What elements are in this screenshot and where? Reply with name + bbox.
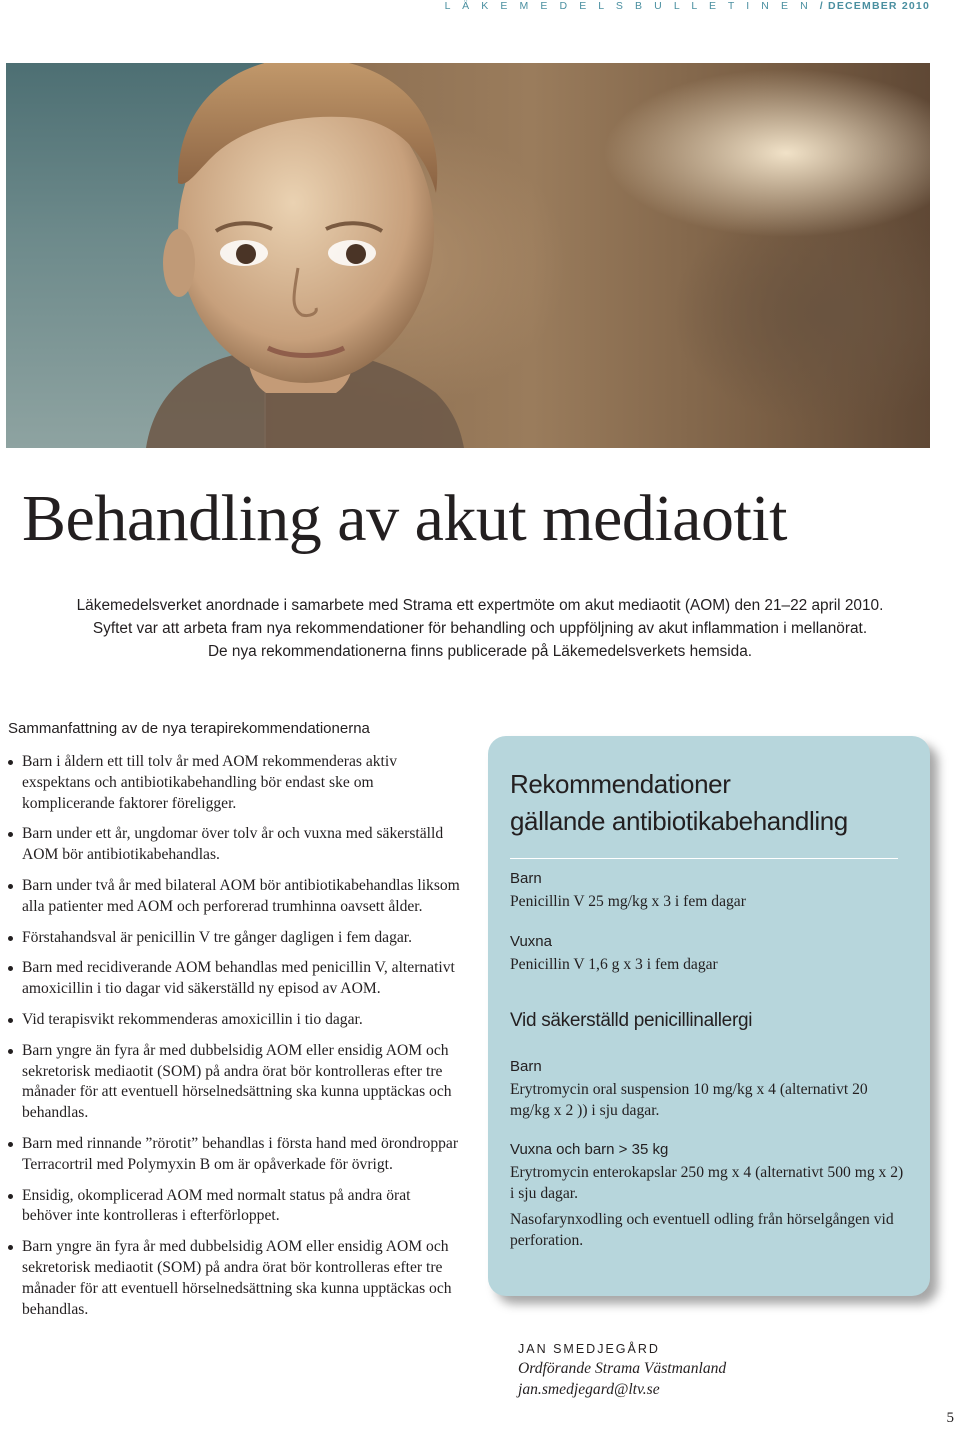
summary-bullet: Barn i åldern ett till tolv år med AOM rekommenderas aktiv exspektans och antibiotikabehandling bör endast ske om komplicerande faktorer föreligger. [8,752,460,814]
culture-note: Nasofarynxodling och eventuell odling från hörselgången vid perforation. [510,1211,894,1249]
summary-bullet: Förstahandsval är penicillin V tre gånger dagligen i fem dagar. [8,928,460,949]
author-email[interactable]: jan.smedjegard@ltv.se [518,1381,660,1398]
allergy-heading: Vid säkerställd penicillinallergi [510,1010,753,1031]
divider [510,858,898,859]
intro-line: De nya rekommendationerna finns publicerade på Läkemedelsverkets hemsida. [207,643,753,660]
summary-bullet: Barn yngre än fyra år med dubbelsidig AOM eller ensidig AOM och sekretorisk mediaotit (SOM) på andra örat bör kontrolleras efter tre månader för att eventuell hörselnedsättning ska kunna upptäckas och behandlas. [8,1237,460,1320]
issue-label: / DECEMBER 2010 [819,0,930,12]
summary-bullet: Barn yngre än fyra år med dubbelsidig AOM eller ensidig AOM och sekretorisk mediaotit (SOM) på andra örat bör kontrolleras efter tre månader för att eventuell hörselnedsättning ska kunna upptäckas och behandlas. [8,1041,460,1124]
allergy-children-dosage: Erytromycin oral suspension 10 mg/kg x 4 (alternativt 20 mg/kg x 2 )) i sju dagar. [510,1081,868,1119]
article-intro [0,594,960,663]
summary-bullet: Ensidig, okomplicerad AOM med normalt status på andra örat behöver inte kontrolleras i efterförloppet. [8,1186,460,1228]
recommendations-title: Rekommendationer gällande antibiotikabehandling [510,769,848,836]
page-number: 5 [946,1410,954,1426]
running-header [445,0,930,14]
children-label: Barn [510,870,542,887]
summary-bullet: Barn under två år med bilateral AOM bör antibiotikabehandlas liksom alla patienter med AOM och perforerad trumhinna oavsett ålder. [8,876,460,918]
author-block [518,1340,726,1400]
author-name: JAN SMEDJEGÅRD [518,1342,660,1356]
adults-label: Vuxna [510,933,552,950]
intro-line: Syftet var att arbeta fram nya rekommendationer för behandling och uppföljning av akut inflammation i mellanörat. [92,620,868,637]
allergy-adults-dosage: Erytromycin enterokapslar 250 mg x 4 (alternativt 500 mg x 2) i sju dagar. [510,1164,904,1202]
author-role: Ordförande Strama Västmanland [518,1360,727,1377]
publication-name: L Ä K E M E D E L S B U L L E T I N E N [444,0,813,12]
intro-line: Läkemedelsverket anordnade i samarbete med Strama ett expertmöte om akut mediaotit (AOM) den 21–22 april 2010. [76,597,884,614]
summary-bullet: Barn med rinnande ”rörotit” behandlas i första hand med örondroppar Terracortril med Polymyxin B om är opåverkade för övrigt. [8,1134,460,1176]
summary-bullet: Barn med recidiverande AOM behandlas med penicillin V, alternativt amoxicillin i tio dagar vid säkerställd ny episod av AOM. [8,958,460,1000]
summary-bullet: Barn under ett år, ungdomar över tolv år och vuxna med säkerställd AOM bör antibiotikabehandlas. [8,824,460,866]
recommendations-box [488,736,930,1296]
summary-list [8,752,460,1330]
adults-dosage: Penicillin V 1,6 g x 3 i fem dagar [510,956,718,973]
allergy-adults-label: Vuxna och barn > 35 kg [510,1141,669,1158]
summary-bullet: Vid terapisvikt rekommenderas amoxicillin i tio dagar. [8,1010,460,1031]
hero-photo [6,63,930,448]
article-title: Behandling av akut mediaotit [22,482,787,555]
allergy-children-label: Barn [510,1058,542,1075]
child-portrait [6,63,930,448]
summary-heading: Sammanfattning av de nya terapirekommendationerna [8,720,370,737]
children-dosage: Penicillin V 25 mg/kg x 3 i fem dagar [510,893,746,910]
